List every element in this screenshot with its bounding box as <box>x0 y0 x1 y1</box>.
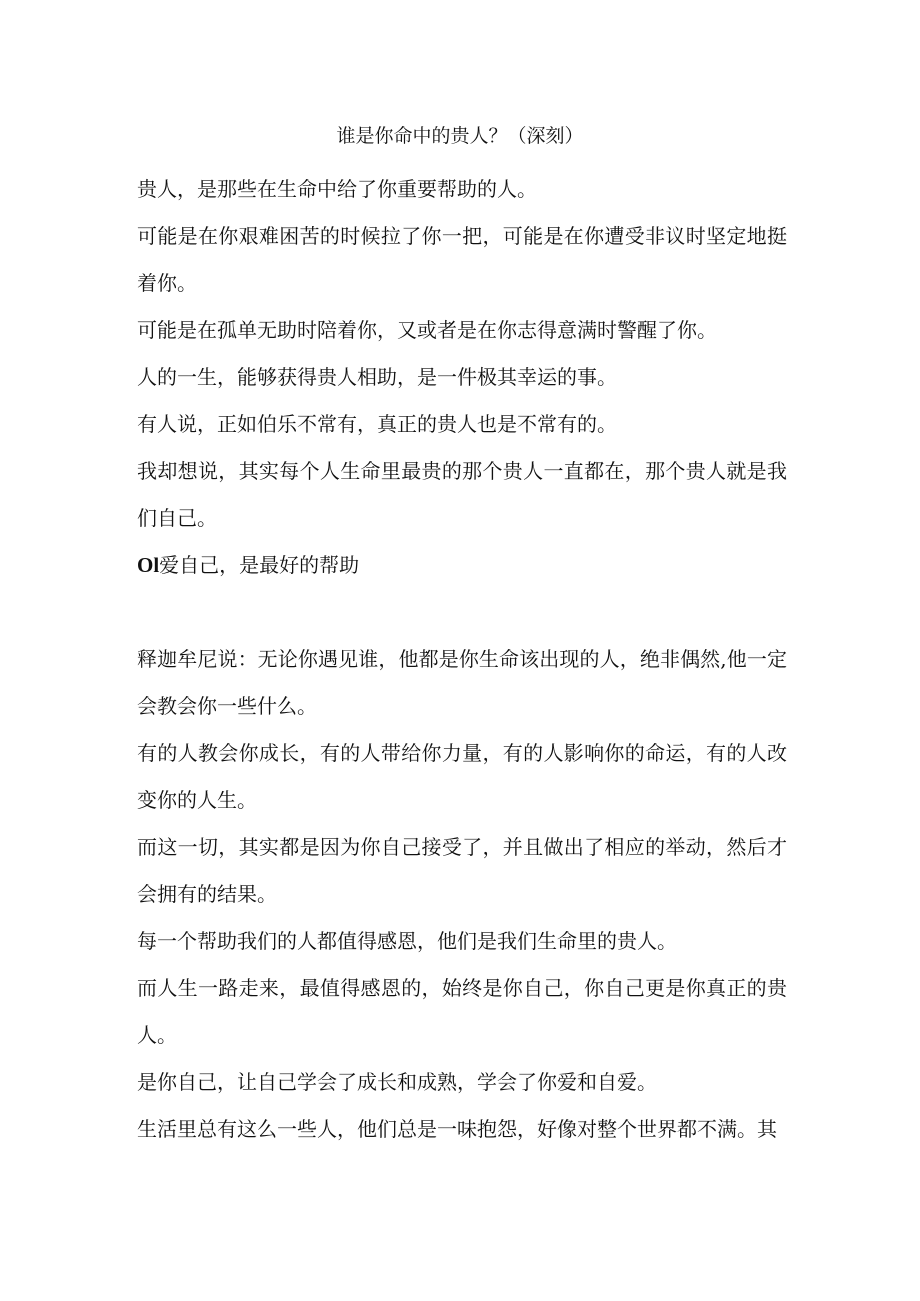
paragraph: 有的人教会你成长，有的人带给你力量，有的人影响你的命运，有的人改变你的人生。 <box>137 741 787 812</box>
paragraph: 而这一切，其实都是因为你自己接受了，并且做出了相应的举动，然后才会拥有的结果。 <box>137 835 787 906</box>
paragraph: 贵人，是那些在生命中给了你重要帮助的人。 <box>137 177 537 201</box>
paragraph: 而人生一路走来，最值得感恩的，始终是你自己，你自己更是你真正的贵人。 <box>137 976 787 1047</box>
section-heading-text: 爱自己，是最好的帮助 <box>159 553 360 577</box>
section-number: Ol <box>137 553 160 577</box>
paragraph: 有人说，正如伯乐不常有，真正的贵人也是不常有的。 <box>137 412 617 436</box>
paragraph: 释迦牟尼说：无论你遇见谁，他都是你生命该出现的人，绝非偶然,他一定会教会你一些什么。 <box>137 647 787 718</box>
document-title: 谁是你命中的贵人？（深刻） <box>336 125 584 147</box>
paragraph: 人的一生，能够获得贵人相助，是一件极其幸运的事。 <box>137 365 617 389</box>
paragraph: 每一个帮助我们的人都值得感恩，他们是我们生命里的贵人。 <box>137 929 677 953</box>
document-body <box>137 166 787 1153</box>
paragraph: 可能是在你艰难困苦的时候拉了你一把，可能是在你遭受非议时坚定地挺着你。 <box>137 224 787 295</box>
section-heading <box>137 542 787 589</box>
paragraph: 生活里总有这么一些人，他们总是一味抱怨，好像对整个世界都不满。其 <box>137 1117 777 1141</box>
paragraph: 可能是在孤单无助时陪着你，又或者是在你志得意满时警醒了你。 <box>137 318 717 342</box>
paragraph: 我却想说，其实每个人生命里最贵的那个贵人一直都在，那个贵人就是我们自己。 <box>137 459 787 530</box>
paragraph: 是你自己，让自己学会了成长和成熟，学会了你爱和自爱。 <box>137 1070 657 1094</box>
